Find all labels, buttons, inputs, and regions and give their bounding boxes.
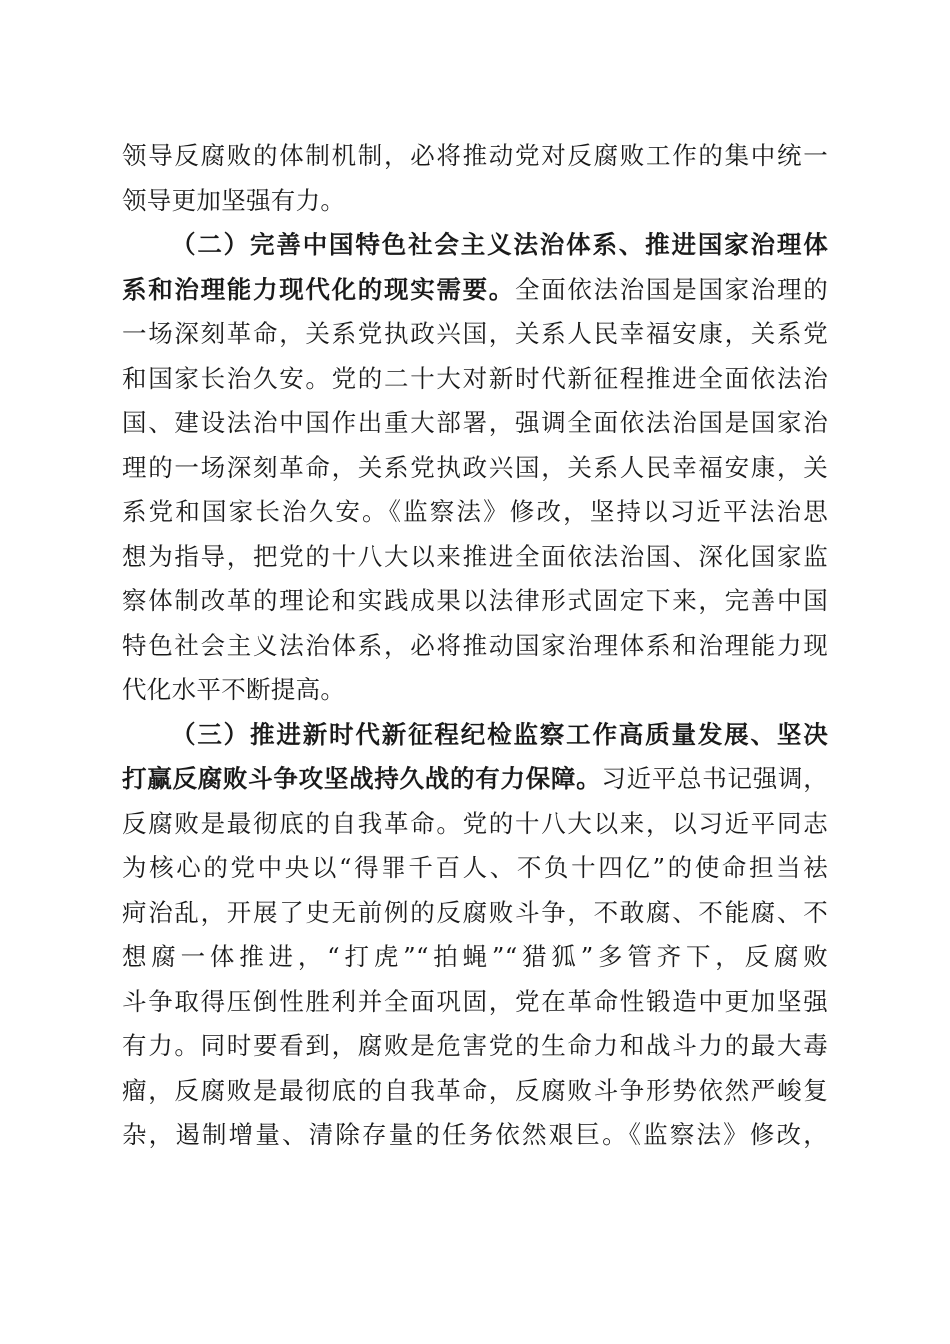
text-line <box>122 1024 828 1069</box>
text-line <box>122 624 828 669</box>
body-text: 反腐败是最彻底的自我革命。党的十八大以来，以习近平同志 <box>122 808 828 838</box>
body-text: 有力。同时要看到，腐败是危害党的生命力和战斗力的最大毒 <box>122 1031 828 1060</box>
text-line <box>122 891 828 936</box>
body-text: 特色社会主义法治体系，必将推动国家治理体系和治理能力现 <box>122 630 828 660</box>
text-line <box>122 134 828 179</box>
text-line <box>122 713 828 758</box>
text-line <box>122 980 828 1025</box>
text-line <box>122 802 828 847</box>
body-text: 为核心的党中央以“得罪千百人、不负十四亿”的使命担当祛 <box>122 853 828 882</box>
text-line <box>122 446 828 491</box>
body-text: 一场深刻革命，关系党执政兴国，关系人民幸福安康，关系党 <box>122 319 828 348</box>
body-text: 想腐一体推进，“打虎”“拍蝇”“猎狐”多管齐下，反腐败 <box>122 942 828 971</box>
text-line <box>122 179 828 224</box>
body-text: 领导反腐败的体制机制，必将推动党对反腐败工作的集中统一 <box>122 141 828 170</box>
body-text: 察体制改革的理论和实践成果以法律形式固定下来，完善中国 <box>122 586 828 615</box>
body-text: 习近平总书记强调， <box>601 764 828 793</box>
body-text: 全面依法治国是国家治理的 <box>515 274 828 304</box>
body-text: 斗争取得压倒性胜利并全面巩固，党在革命性锻造中更加坚强 <box>122 986 828 1016</box>
paragraph-1 <box>122 134 828 223</box>
text-line <box>122 312 828 357</box>
body-text: 系党和国家长治久安。《监察法》修改，坚持以习近平法治思 <box>122 497 828 526</box>
text-line <box>122 535 828 580</box>
body-text: 瘤，反腐败是最彻底的自我革命，反腐败斗争形势依然严峻复 <box>122 1075 828 1105</box>
body-text: 国、建设法治中国作出重大部署，强调全面依法治国是国家治 <box>122 408 828 437</box>
text-line <box>122 668 828 713</box>
body-text: 疴治乱，开展了史无前例的反腐败斗争，不敢腐、不能腐、不 <box>122 897 828 927</box>
body-text: 杂，遏制增量、清除存量的任务依然艰巨。《监察法》修改， <box>122 1120 828 1149</box>
text-line <box>122 401 828 446</box>
paragraph-2 <box>122 223 828 713</box>
bold-heading-text: （二）完善中国特色社会主义法治体系、推进国家治理体 <box>171 230 828 259</box>
body-text: 代化水平不断提高。 <box>122 675 346 704</box>
body-text: 理的一场深刻革命，关系党执政兴国，关系人民幸福安康，关 <box>122 452 828 482</box>
text-line <box>122 757 828 802</box>
text-line <box>122 846 828 891</box>
text-line <box>122 1069 828 1114</box>
bold-heading-text: （三）推进新时代新征程纪检监察工作高质量发展、坚决 <box>171 719 828 749</box>
body-text: 和国家长治久安。党的二十大对新时代新征程推进全面依法治 <box>122 363 828 393</box>
body-text: 想为指导，把党的十八大以来推进全面依法治国、深化国家监 <box>122 541 828 571</box>
body-text: 领导更加坚强有力。 <box>122 185 346 215</box>
text-line <box>122 268 828 313</box>
bold-heading-text: 打赢反腐败斗争攻坚战持久战的有力保障。 <box>122 764 602 793</box>
text-line <box>122 579 828 624</box>
text-line <box>122 223 828 268</box>
text-line <box>122 357 828 402</box>
bold-heading-text: 系和治理能力现代化的现实需要。 <box>122 274 515 304</box>
text-line <box>122 1113 828 1158</box>
text-line <box>122 490 828 535</box>
text-line <box>122 935 828 980</box>
paragraph-3 <box>122 713 828 1158</box>
document-page <box>122 134 828 1158</box>
